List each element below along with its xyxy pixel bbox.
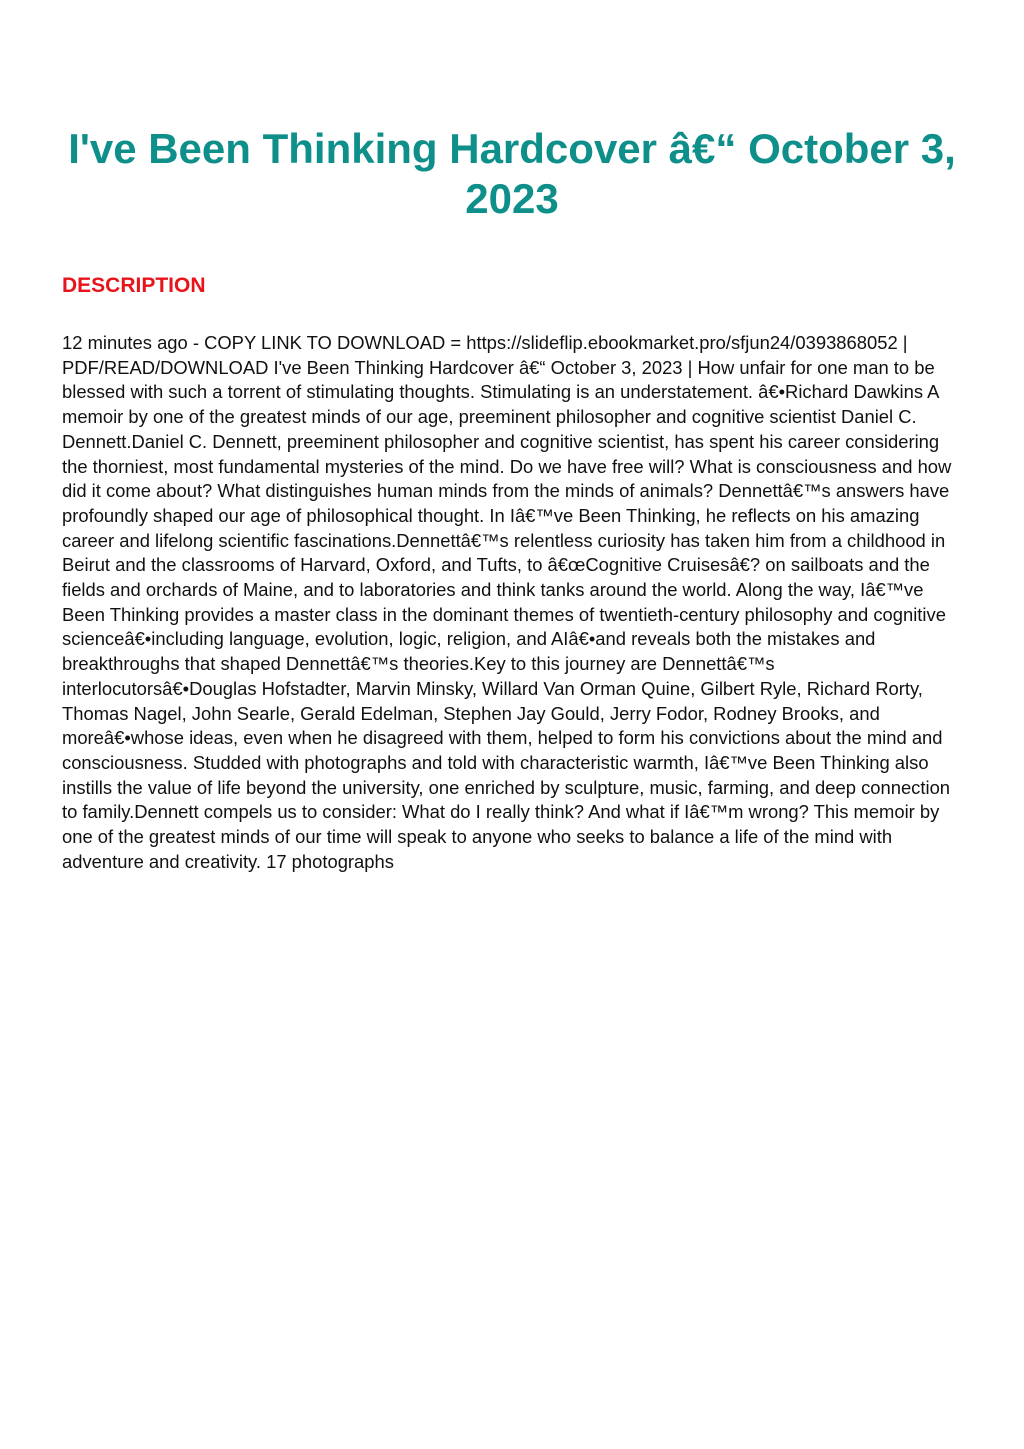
- description-text: 12 minutes ago - COPY LINK TO DOWNLOAD = https://slideflip.ebookmarket.pro/sfjun24/0393868052 | PDF/READ/DOWNLOAD I've Been Thinking Hardcover â€“ October 3, 2023 | How unfair for one man to be blessed with such a torrent of stimulating thoughts. Stimulating is an understatement. â€•Richard Dawkins A memoir by one of the greatest minds of our age, preeminent philosopher and cognitive scientist Daniel C. Dennett.Daniel C. Dennett, preeminent philosopher and cognitive scientist, has spent his career considering the thorniest, most fundamental mysteries of the mind. Do we have free will? What is consciousness and how did it come about? What distinguishes human minds from the minds of animals? Dennettâ€™s answers have profoundly shaped our age of philosophical thought. In Iâ€™ve Been Thinking, he reflects on his amazing career and lifelong scientific fascinations.Dennettâ€™s relentless curiosity has taken him from a childhood in Beirut and the classrooms of Harvard, Oxford, and Tufts, to â€œCognitive Cruisesâ€? on sailboats and the fields and orchards of Maine, and to laboratories and think tanks around the world. Along the way, Iâ€™ve Been Thinking provides a master class in the dominant themes of twentieth-century philosophy and cognitive scienceâ€•including language, evolution, logic, religion, and AIâ€•and reveals both the mistakes and breakthroughs that shaped Dennettâ€™s theories.Key to this journey are Dennettâ€™s interlocutorsâ€•Douglas Hofstadter, Marvin Minsky, Willard Van Orman Quine, Gilbert Ryle, Richard Rorty, Thomas Nagel, John Searle, Gerald Edelman, Stephen Jay Gould, Jerry Fodor, Rodney Brooks, and moreâ€•whose ideas, even when he disagreed with them, helped to form his convictions about the mind and consciousness. Studded with photographs and told with characteristic warmth, Iâ€™ve Been Thinking also instills the value of life beyond the university, one enriched by sculpture, music, farming, and deep connection to family.Dennett compels us to consider: What do I really think? And what if Iâ€™m wrong? This memoir by one of the greatest minds of our time will speak to anyone who seeks to balance a life of the mind with adventure and creativity. 17 photographs: [62, 332, 952, 872]
- description-heading: DESCRIPTION: [62, 274, 206, 297]
- document-title: I've Been Thinking Hardcover â€“ October 3, 2023: [68, 125, 956, 222]
